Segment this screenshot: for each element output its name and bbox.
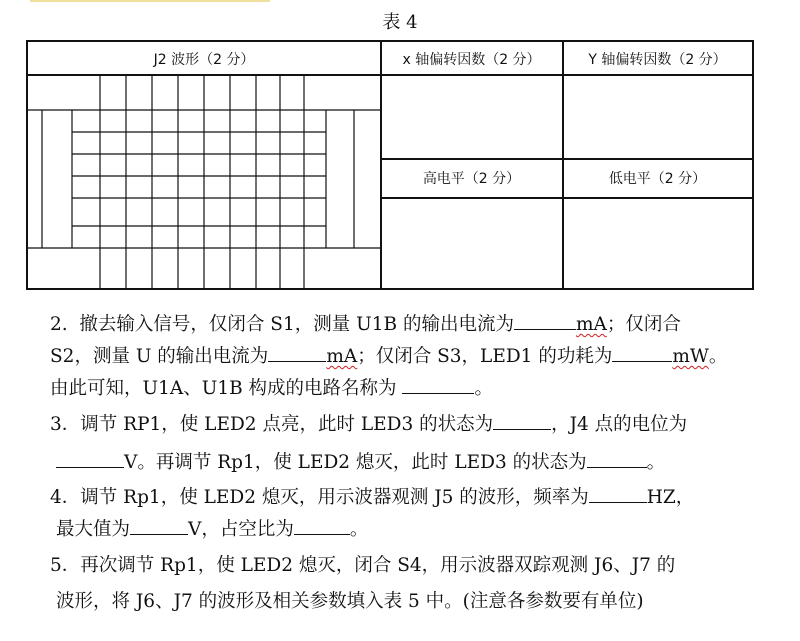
q5-text-a: 5．再次调节 Rp1，使 LED2 熄灭，闭合 S4，用示波器双踪观测 J6、J7 的 (50, 555, 676, 576)
q4-text-c: 最大值为 (56, 519, 131, 540)
blank-led3-state-2[interactable] (587, 449, 647, 468)
q2-text-g: 。 (474, 378, 493, 399)
q2-text-a: 2. 撤去输入信号，仅闭合 S1，测量 U1B 的输出电流为 (50, 314, 514, 335)
high-level-header: 高电平（2 分） (422, 171, 521, 187)
q4-line-1 (50, 484, 694, 512)
blank-u1b-current[interactable] (514, 311, 576, 330)
q3-text-a: 3．调节 RP1，使 LED2 点亮，此时 LED3 的状态为 (50, 414, 494, 435)
low-level-header: 低电平（2 分） (608, 171, 707, 187)
blank-circuit-name[interactable] (402, 375, 474, 394)
q5-text-b: 波形，将 J6、J7 的波形及相关参数填入表 5 中。(注意各参数要有单位) (56, 591, 644, 612)
q4-line-2 (56, 516, 368, 544)
unit-ma: mA (575, 314, 607, 335)
q2-line-3 (50, 375, 493, 403)
q3-text-b: ，J4 点的电位为 (551, 414, 688, 435)
top-cut-remnant (30, 0, 270, 2)
blank-led3-state[interactable] (493, 411, 551, 430)
q4-text-d: V，占空比为 (188, 519, 294, 540)
unit-mw: mW (672, 346, 709, 367)
q5-line-1 (50, 552, 675, 580)
q4-text-b: HZ， (646, 487, 695, 508)
q2-text-b: ；仅闭合 (606, 314, 681, 335)
blank-frequency[interactable] (589, 484, 647, 503)
table-4 (26, 40, 754, 290)
right-row-divider-1 (380, 158, 752, 160)
blank-duty-cycle[interactable] (294, 516, 350, 535)
q2-line-1 (50, 311, 681, 339)
j2-column-divider (380, 42, 382, 288)
xy-column-divider (562, 42, 564, 288)
q3-text-c: V。再调节 Rp1，使 LED2 熄灭，此时 LED3 的状态为 (124, 452, 587, 473)
table-caption: 表 4 (382, 12, 418, 33)
q2-text-f: 由此可知，U1A、U1B 构成的电路名称为 (50, 378, 397, 399)
unit-ma-2: mA (326, 346, 358, 367)
q3-line-1 (50, 411, 687, 439)
q3-line-2 (56, 449, 665, 477)
q2-text-d: ；仅闭合 S3，LED1 的功耗为 (357, 346, 613, 367)
q4-text-e: 。 (349, 519, 369, 540)
q2-line-2 (50, 343, 727, 371)
q2-text-e: 。 (708, 346, 728, 367)
j2-waveform-header: J2 波形（2 分） (153, 52, 255, 68)
q3-text-d: 。 (646, 452, 666, 473)
blank-led1-power[interactable] (612, 343, 672, 362)
blank-j4-potential[interactable] (56, 449, 124, 468)
x-deflection-header: x 轴偏转因数（2 分） (402, 52, 541, 68)
waveform-grid (28, 42, 380, 288)
blank-max-value[interactable] (130, 516, 188, 535)
y-deflection-header: Y 轴偏转因数（2 分） (588, 52, 727, 68)
right-row-divider-2 (380, 197, 752, 199)
q4-text-a: 4．调节 Rp1，使 LED2 熄灭，用示波器观测 J5 的波形，频率为 (50, 487, 589, 508)
blank-u-current[interactable] (268, 343, 326, 362)
q5-line-2 (56, 588, 644, 616)
q2-text-c: S2，测量 U 的输出电流为 (50, 346, 269, 367)
